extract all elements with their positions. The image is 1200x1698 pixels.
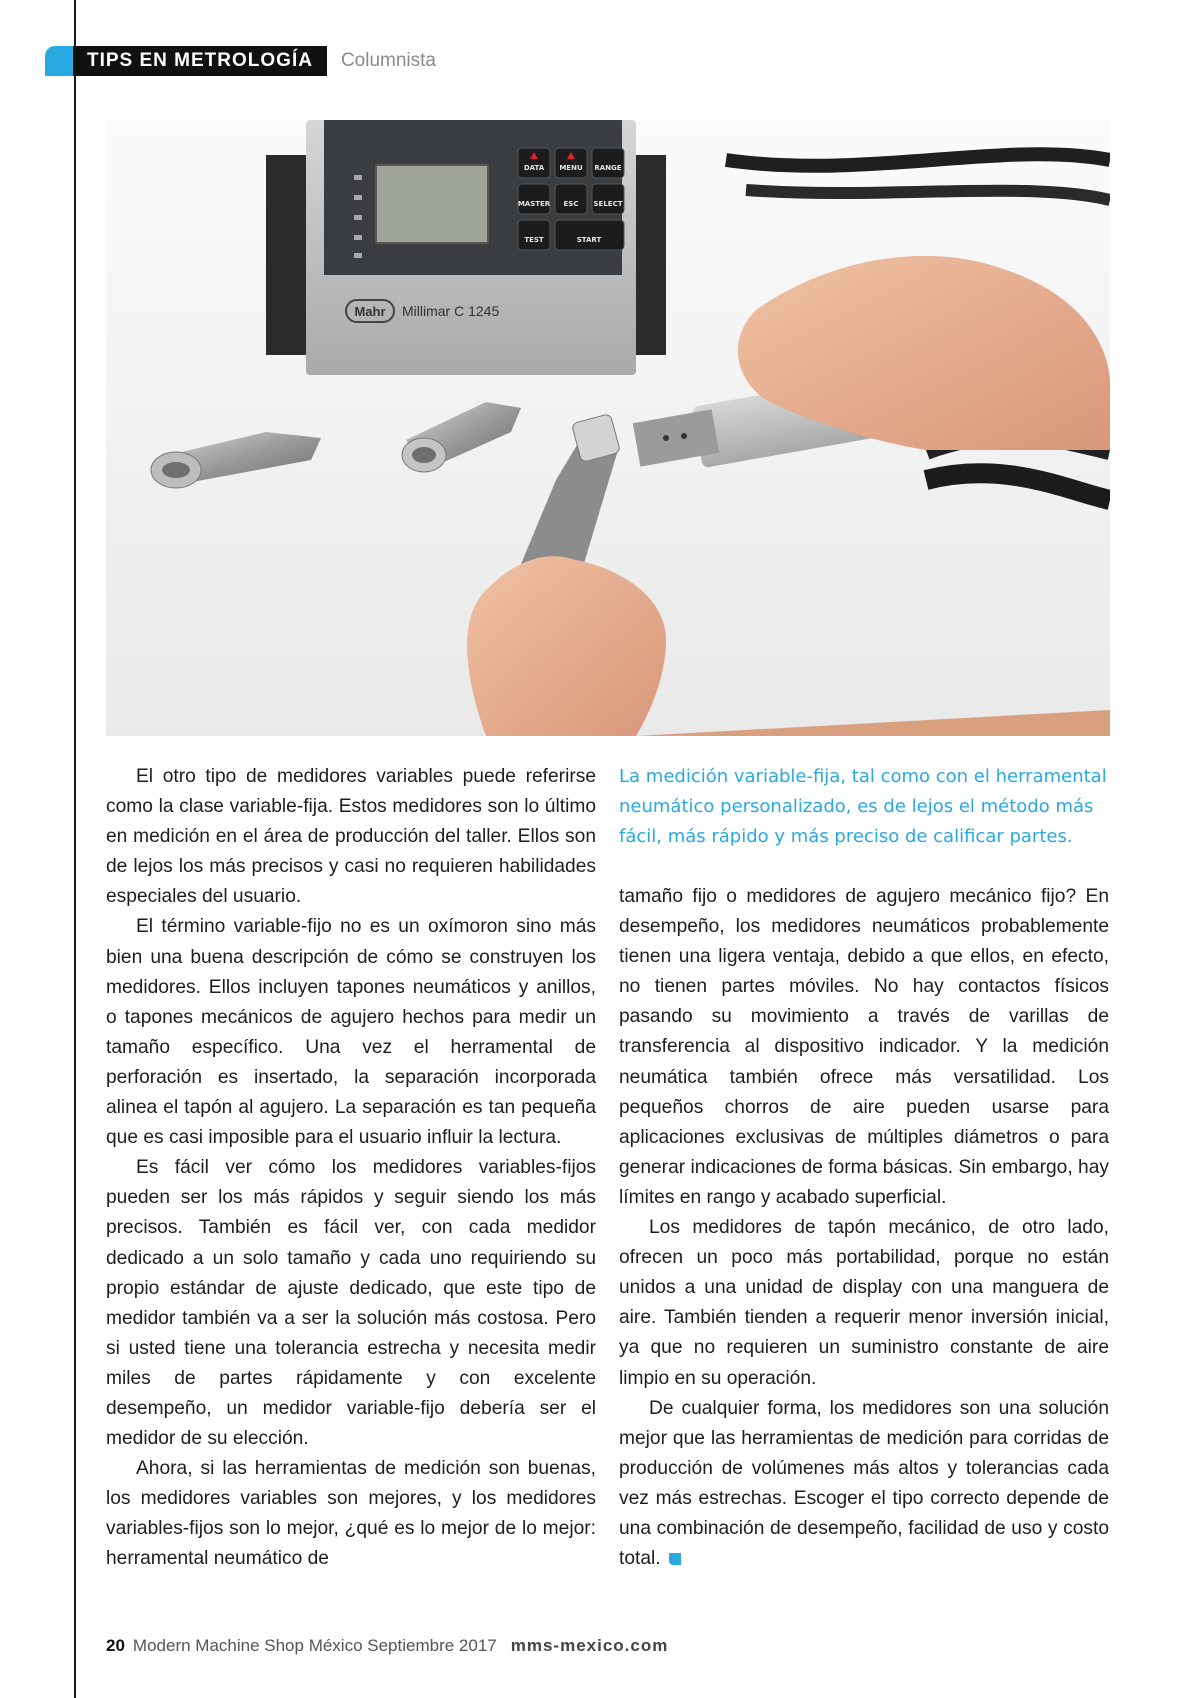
key-range: RANGE <box>594 164 622 172</box>
key-test: TEST <box>524 236 544 244</box>
key-select: SELECT <box>593 200 623 208</box>
page-margin-rule <box>74 0 76 1698</box>
body-paragraph: tamaño fijo o medidores de agujero mecánico fijo? En desempeño, los medidores neumáticos probablemente tienen una ligera ventaja, debido a que ellos, en efecto, no tienen partes móviles. No hay contactos físicos pasando su movimiento a través de varillas de transferencia al dispositivo indicador. Y la medición neumática también ofrece más versatilidad. Los pequeños chorros de aire pueden usarse para aplicaciones exclusivas de múltiples diámetros o para generar indicaciones de forma básicas. Sin embargo, hay límites en rango y acabado superficial. <box>619 886 1109 1208</box>
air-gauge-photo <box>106 120 1110 736</box>
body-paragraph: El otro tipo de medidores variables puede referirse como la clase variable-fija. Estos medidores son lo último en medición en el área de producción del taller. Ellos son de lejos los más precisos y casi no requieren habilidades especiales del usuario. <box>106 766 596 908</box>
key-data: DATA <box>523 164 545 172</box>
device-brand-label: Mahr <box>354 304 386 319</box>
pull-quote: La medición variable-fija, tal como con el herramental neumático personalizado, es de lejos el método más fácil, más rápido y más preciso de calificar partes. <box>619 766 1107 847</box>
key-master: MASTER <box>517 200 551 208</box>
key-start: START <box>576 236 602 244</box>
end-of-article-icon <box>669 1553 681 1565</box>
article-column-left <box>106 762 596 1575</box>
key-menu: MENU <box>559 164 583 172</box>
body-paragraph: El término variable-fijo no es un oxímoron sino más bien una buena descripción de cómo se construyen los medidores. Ellos incluyen tapones neumáticos y anillos, o tapones mecánicos de agujero hechos para medir un tamaño específico. Una vez el herramental de perforación es insertado, la separación incorporada alinea el tapón al agujero. La separación es tan pequeña que es casi imposible para el usuario influir la lectura. <box>106 916 596 1149</box>
section-header <box>45 46 436 76</box>
key-esc: ESC <box>563 200 579 208</box>
body-paragraph-final <box>619 1394 1109 1575</box>
section-title: TIPS EN METROLOGÍA <box>73 46 327 76</box>
article-photo <box>106 120 1110 736</box>
page-number: 20 <box>106 1636 125 1655</box>
page-footer <box>106 1636 668 1656</box>
body-paragraph: Es fácil ver cómo los medidores variables-fijos pueden ser los más rápidos y seguir siendo los más precisos. También es fácil ver, con cada medidor dedicado a un solo tamaño y cada uno requiriendo su propio estándar de ajuste dedicado, que este tipo de medidor también va a ser la solución más costosa. Pero si usted tiene una tolerancia estrecha y necesita medir miles de partes rápidamente y con excelente desempeño, un medidor variable-fijo debería ser el medidor de su elección. <box>106 1157 596 1450</box>
device-model-label: Millimar C 1245 <box>402 303 500 319</box>
section-subtitle: Columnista <box>340 50 436 71</box>
publication-info: Modern Machine Shop México Septiembre 2017 <box>132 1636 497 1655</box>
article-column-right <box>619 762 1109 1574</box>
body-text: De cualquier forma, los medidores son una solución mejor que las herramientas de medición para corridas de producción de volúmenes más altos y tolerancias cada vez más estrechas. Escoger el tipo correcto depende de una combinación de desempeño, facilidad de uso y costo total. <box>619 1397 1109 1570</box>
body-paragraph: Ahora, si las herramientas de medición son buenas, los medidores variables son mejores, y los medidores variables-fijos son lo mejor, ¿qué es lo mejor de lo mejor: herramental neumático de <box>106 1458 596 1570</box>
website-link[interactable]: mms-mexico.com <box>510 1636 669 1655</box>
body-paragraph: Los medidores de tapón mecánico, de otro lado, ofrecen un poco más portabilidad, porque no están unidos a una unidad de display con una manguera de aire. También tienden a requerir menor inversión inicial, ya que no requieren un suministro constante de aire limpio en su operación. <box>619 1217 1109 1389</box>
